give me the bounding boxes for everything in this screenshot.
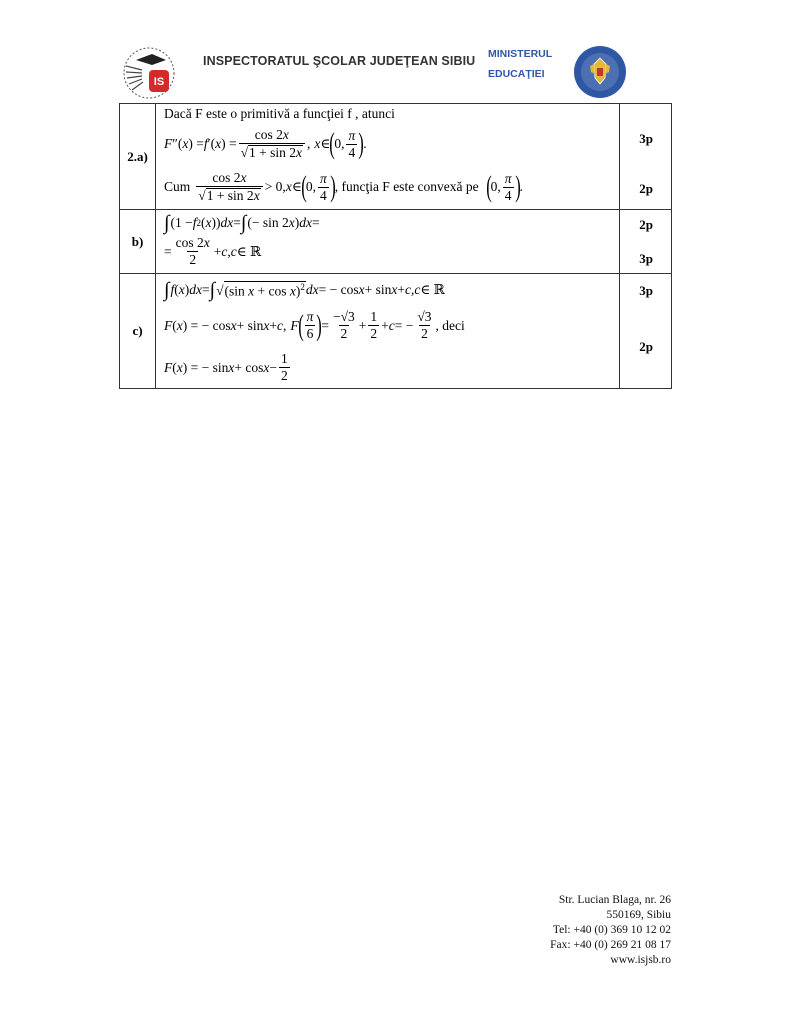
footer-street: Str. Lucian Blaga, nr. 26 [558, 894, 671, 906]
table-row [120, 104, 672, 210]
footer-city: 550169, Sibiu [606, 909, 671, 921]
formula-antiderivative: ∫ f ( x ) dx = ∫ √ (sin x + cos x)$^2$ dx = − cos x + sin x + c , c ∈ ℝ [164, 279, 445, 301]
isj-logo [122, 46, 176, 100]
points-value: 2p [639, 339, 653, 354]
formula-initial-condition: F ( x ) = − cos x + sin x + c , F ( $\frac{\pi}{6}$ ) = $\frac{-√3}{2}$ + $\frac{1}{2}$ + c = − $\frac{√3}{2}$ , deci [164, 308, 465, 342]
points-value: 3p [639, 131, 653, 146]
formula-result: = $\frac{\cos 2x}{2}$ + c , c ∈ ℝ [164, 235, 262, 268]
points-value: 2p [639, 217, 653, 232]
points-cell [620, 104, 672, 210]
formula-second-derivative: F ″( x ) = f ′( x ) = cos 2x √ 1 + sin 2x , x ∈ ( 0, $\frac{\pi}{4}$ ) . [164, 127, 367, 161]
government-logo [572, 44, 628, 100]
footer-web[interactable]: www.isjsb.ro [610, 954, 671, 966]
row-label: 2.a) [120, 104, 156, 210]
svg-text:IS: IS [153, 76, 165, 88]
footer-tel: Tel: +40 (0) 369 10 12 02 [552, 924, 671, 936]
formula-convexity: Cum cos 2x √ 1 + sin 2x > 0, x ∈ ( 0, $\frac{\pi}{4}$ ) , funcţia F este convexă pe ( 0, $\frac{\pi}{4}$ ) . [164, 170, 523, 204]
row-label: b) [120, 210, 156, 274]
table-row [120, 210, 672, 274]
points-value: 3p [639, 283, 653, 298]
formula-final: F ( x ) = − sin x + cos x − $\frac{1}{2}$ [164, 351, 288, 384]
solution-cell [156, 104, 620, 210]
table-row [120, 274, 672, 389]
inspectorate-name: INSPECTORATUL ŞCOLAR JUDEŢEAN SIBIU [203, 54, 476, 68]
points-cell [620, 210, 672, 274]
ministry-name: MINISTERUL EDUCAŢIEI [488, 48, 553, 80]
points-value: 3p [639, 251, 653, 266]
solution-intro: Dacă F este o primitivă a funcţiei f , atunci [164, 106, 395, 121]
formula-integral: ∫ (1 − f 2 ( x )) dx = ∫ (− sin 2 x ) dx = [164, 212, 320, 234]
footer-address [550, 893, 671, 968]
footer-fax: Fax: +40 (0) 269 21 08 17 [550, 939, 671, 951]
solution-cell [156, 274, 620, 389]
row-label: c) [120, 274, 156, 389]
grading-table [119, 103, 672, 389]
points-value: 2p [639, 181, 653, 196]
points-cell [620, 274, 672, 389]
solution-cell [156, 210, 620, 274]
